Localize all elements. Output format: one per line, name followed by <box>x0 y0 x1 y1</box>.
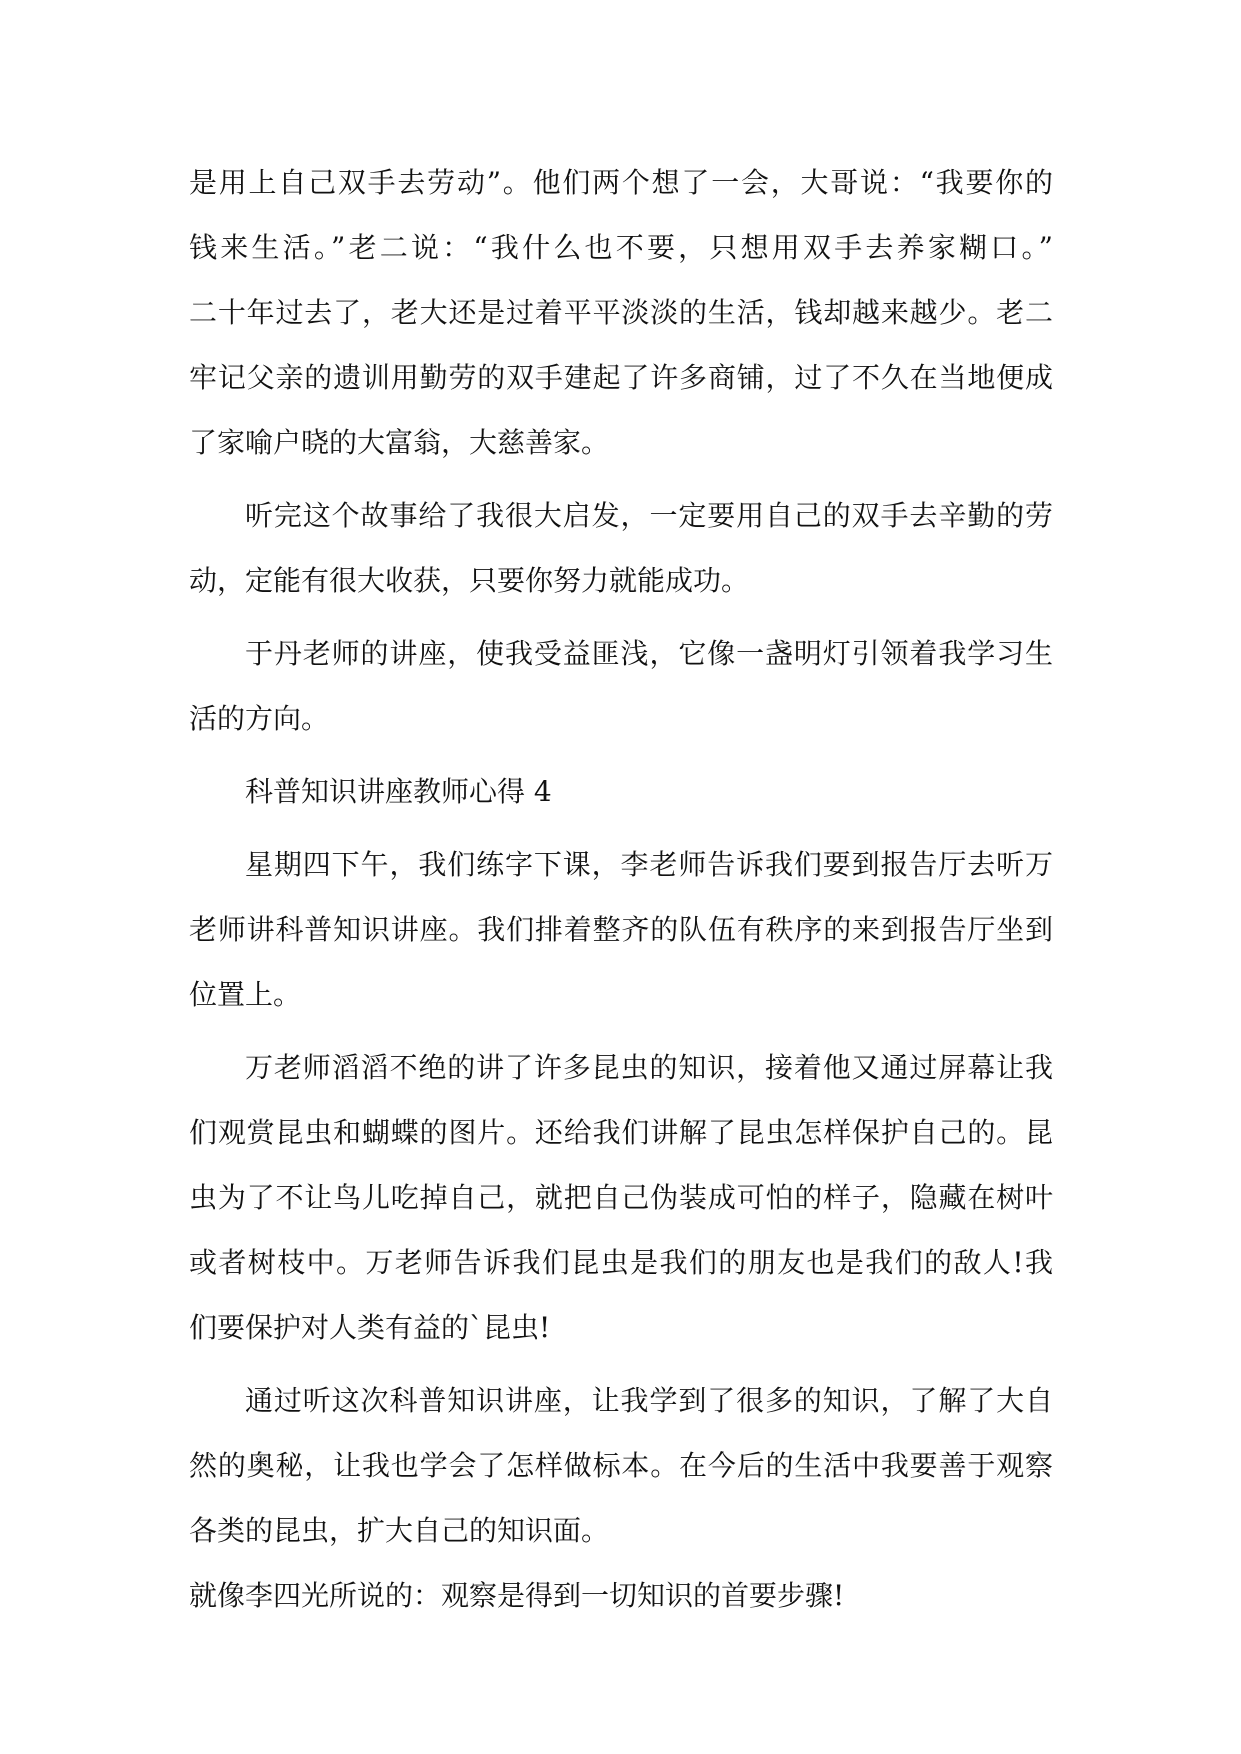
text-line: 星期四下午，我们练字下课，李老师告诉我们要到报告厅去听万 <box>245 848 1053 881</box>
text-line: 于丹老师的讲座，使我受益匪浅，它像一盏明灯引领着我学习生 <box>245 637 1053 670</box>
text-line: 二十年过去了，老大还是过着平平淡淡的生活，钱却越来越少。老二 <box>189 296 1053 329</box>
text-line: 各类的昆虫，扩大自己的知识面。 <box>189 1514 610 1547</box>
text-line: 万老师滔滔不绝的讲了许多昆虫的知识，接着他又通过屏幕让我 <box>245 1051 1053 1084</box>
text-line: 就像李四光所说的：观察是得到一切知识的首要步骤! <box>189 1579 845 1612</box>
text-line: 牢记父亲的遗训用勤劳的双手建起了许多商铺，过了不久在当地便成 <box>189 361 1053 394</box>
text-line: 们观赏昆虫和蝴蝶的图片。还给我们讲解了昆虫怎样保护自己的。昆 <box>189 1116 1053 1149</box>
text-line: 然的奥秘，让我也学会了怎样做标本。在今后的生活中我要善于观察 <box>189 1449 1053 1482</box>
text-line: 虫为了不让鸟儿吃掉自己，就把自己伪装成可怕的样子，隐藏在树叶 <box>189 1181 1053 1214</box>
text-line: 位置上。 <box>189 978 302 1011</box>
text-line: 们要保护对人类有益的`昆虫! <box>189 1311 551 1344</box>
text-line: 或者树枝中。万老师告诉我们昆虫是我们的朋友也是我们的敌人!我 <box>189 1246 1053 1279</box>
text-line: 听完这个故事给了我很大启发，一定要用自己的双手去辛勤的劳 <box>245 499 1053 532</box>
section-heading: 科普知识讲座教师心得 4 <box>245 775 552 808</box>
text-line: 老师讲科普知识讲座。我们排着整齐的队伍有秩序的来到报告厅坐到 <box>189 913 1053 946</box>
document-body <box>189 150 1053 1628</box>
text-line: 是用上自己双手去劳动”。他们两个想了一会，大哥说：“我要你的 <box>189 166 1053 199</box>
text-line: 了家喻户晓的大富翁，大慈善家。 <box>189 426 610 459</box>
text-line: 通过听这次科普知识讲座，让我学到了很多的知识，了解了大自 <box>245 1384 1053 1417</box>
text-line: 活的方向。 <box>189 702 330 735</box>
text-line: 钱来生活。”老二说：“我什么也不要，只想用双手去养家糊口。” <box>189 231 1053 264</box>
text-line: 动，定能有很大收获，只要你努力就能成功。 <box>189 564 750 597</box>
